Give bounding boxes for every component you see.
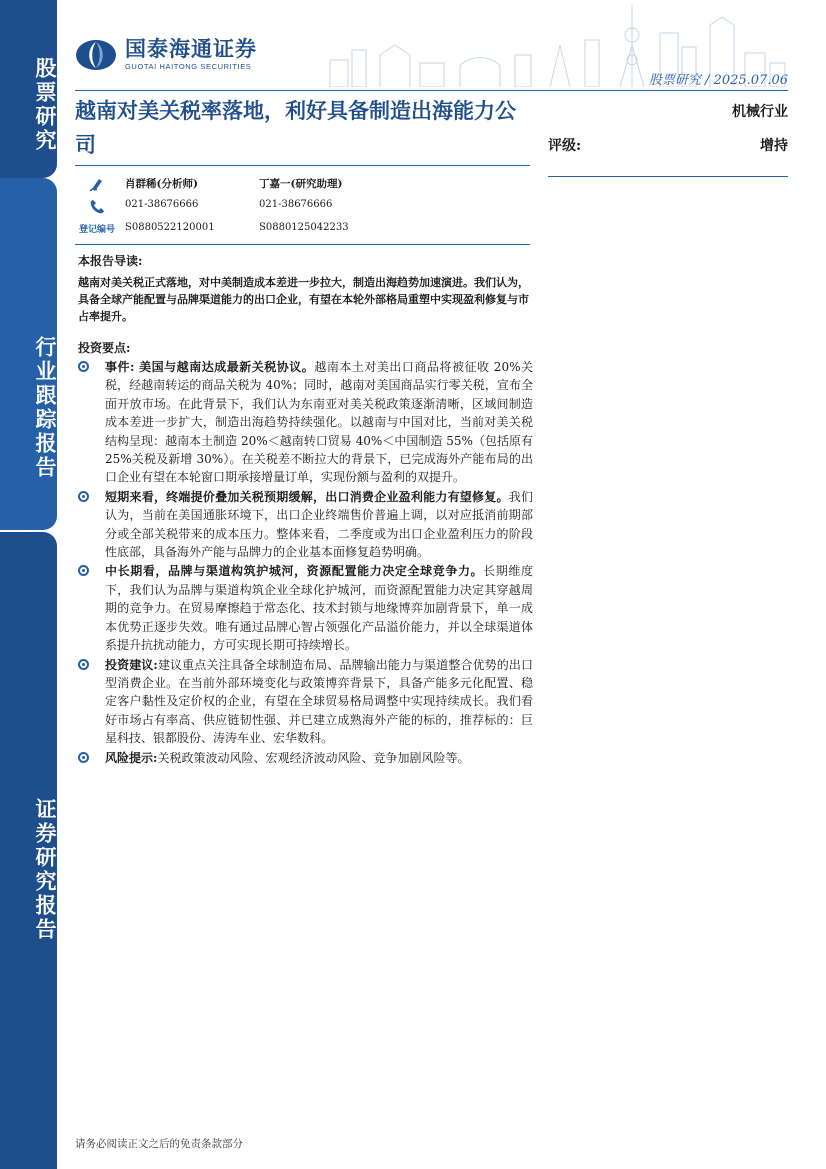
guide-heading: 本报告导读: [78,254,143,268]
analyst-name-row [75,176,530,196]
investment-points-list [78,358,533,768]
guide-text: 越南对美关税正式落地，对中美制造成本差进一步拉大，制造出海趋势加速演进。我们认为，具备全球产能配置与品牌渠道能力的出口企业，有望在本轮外部格局重塑中实现盈利修复与市占率提升。 [78,276,529,323]
list-item [78,562,533,654]
company-name-en: GUOTAI HAITONG SECURITIES [125,62,252,71]
analyst-divider [75,244,530,245]
report-type: 股票研究 [648,73,701,88]
list-item [78,749,533,767]
report-date-line [649,69,788,88]
phone-icon [89,199,105,215]
analyst-1-reg: S0880522120001 [125,222,215,233]
rating-label: 评级: [548,138,582,154]
analyst-1-name: 肖群稀(分析师) [125,178,198,190]
analyst-reg-row [75,222,530,242]
list-item [78,656,533,748]
analyst-2-phone: 021-38676666 [259,199,333,210]
rating-value: 增持 [760,138,788,154]
point-text: 越南本土对美出口商品将被征收 20%关税，经越南转运的商品关税为 40%；同时，越南对美国商品实行零关税，宣布全面开放市场。在此背景下，我们认为东南亚对美关税政策逐渐清晰，区域间制造成本差进一步扩大，制造出海趋势持续强化。以越南与中国对比，当前对美关税结构呈现：越南本土制造 20%＜越南转口贸易 40%＜中国制造 55%（包括原有 25%关税及新增 30%）。在关税差不断拉大的背景下，已完成海外产能布局的出口企业有望在本轮窗口期承接增量订单，实现份额与盈利的双提升。 [105,360,533,485]
point-lead: 中长期看，品牌与渠道构筑护城河，资源配置能力决定全球竞争力。 [105,564,484,579]
list-item [78,358,533,487]
company-name-cn: 国泰海通证券 [125,37,257,61]
pen-icon [89,176,105,192]
point-text: 建议重点关注具备全球制造布局、品牌输出能力与渠道整合优势的出口型消费企业。在当前外部环境变化与政策博弈背景下，具备产能多元化配置、稳定客户黏性及定价权的企业，有望在全球贸易格局调整中实现持续成长。我们看好市场占有率高、供应链韧性强、并已建立成熟海外产能的标的，推荐标的：巨星科技、银都股份、涛涛车业、宏华数科。 [105,657,533,746]
bullet-icon [78,361,89,372]
analyst-2-name: 丁嘉一(研究助理) [259,178,343,190]
company-logo [75,38,257,71]
industry-label: 机械行业 [732,104,788,120]
sidebar-tab-securities-report: 证券研究报告 [0,532,57,1169]
sidebar-tab-stock-research: 股票研究 [0,0,57,178]
report-date: 2025.07.06 [713,73,788,88]
header-divider [75,90,788,91]
sidebar-tab-industry-tracking: 行业跟踪报告 [0,178,57,530]
bullet-icon [78,491,89,502]
title-divider [75,165,530,166]
analyst-1-phone: 021-38676666 [125,199,199,210]
list-item [78,488,533,562]
bullet-icon [78,565,89,576]
point-text: 长期维度下，我们认为品牌与渠道构筑企业全球化护城河，而资源配置能力决定其穿越周期的竞争力。在贸易摩擦趋于常态化、技术封锁与地缘博弈加剧背景下，单一成本优势正逐步失效。唯有通过品牌心智占领强化产品溢价能力，并以全球渠道体系提升抗扰动能力，方可实现长期可持续增长。 [105,564,533,653]
analyst-2-reg: S0880125042233 [259,222,349,233]
bullet-icon [78,659,89,670]
point-text: 我们认为，当前在美国通胀环境下，出口企业终端售价普遍上调，以对应抵消前期部分或全部关税带来的成本压力。整体来看，二季度或为出口企业盈利压力的阶段性底部，具备海外产能与品牌力的企业基本面修复趋势明确。 [105,489,533,560]
point-lead: 事件: 美国与越南达成最新关税协议。 [105,360,315,374]
date-separator: / [705,73,710,88]
analyst-info [75,172,530,244]
rating-divider [548,176,788,177]
point-text: 关税政策波动风险、宏观经济波动风险、竞争加剧风险等。 [157,750,470,765]
point-lead: 投资建议: [105,657,158,672]
bullet-icon [78,752,89,763]
disclaimer-footer: 请务必阅读正文之后的免责条款部分 [75,1138,243,1150]
logo-mark-icon [75,39,117,71]
analyst-phone-row [75,199,530,219]
registration-label: 登记编号 [79,225,116,235]
points-heading: 投资要点: [78,341,131,355]
report-title: 越南对美关税率落地，利好具备制造出海能力公司 [75,98,516,157]
point-lead: 风险提示: [105,750,158,765]
point-lead: 短期来看，终端提价叠加关税预期缓解，出口消费企业盈利能力有望修复。 [105,489,509,504]
